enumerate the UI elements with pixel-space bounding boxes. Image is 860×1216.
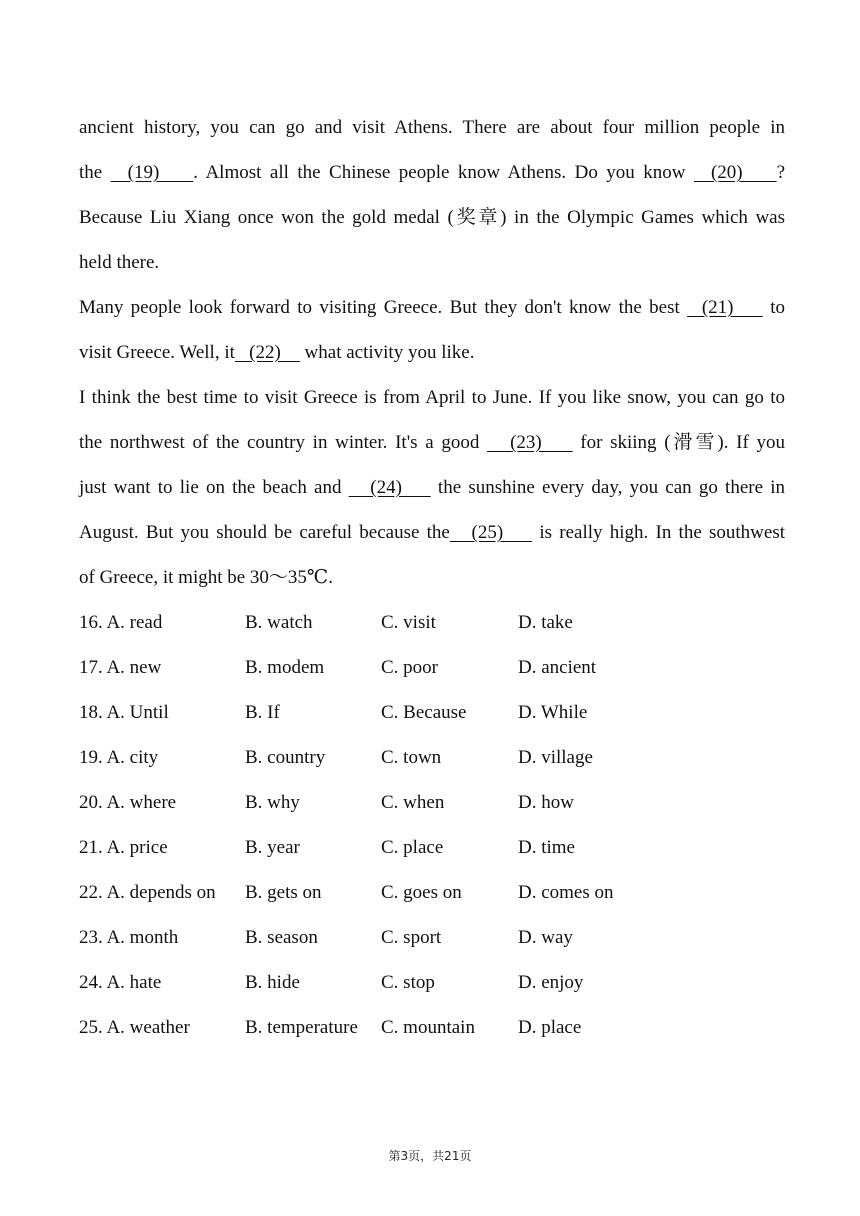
- option-b: B. hide: [245, 972, 300, 993]
- option-c: C. mountain: [381, 1017, 475, 1038]
- question-row: [79, 915, 785, 960]
- blank-22: (22): [234, 342, 300, 363]
- option-a: 21. A. price: [79, 837, 168, 858]
- option-b: B. watch: [245, 612, 313, 633]
- option-c: C. visit: [381, 612, 436, 633]
- passage-text: the: [79, 162, 111, 183]
- question-row: [79, 1005, 785, 1050]
- option-b: B. year: [245, 837, 300, 858]
- question-row: [79, 780, 785, 825]
- blank-20: (20): [694, 162, 777, 183]
- question-row: [79, 735, 785, 780]
- option-c: C. sport: [381, 927, 442, 948]
- blank-24: (24): [348, 477, 431, 498]
- option-d: D. enjoy: [518, 972, 584, 993]
- passage-line: [79, 420, 785, 465]
- option-d: D. way: [518, 927, 573, 948]
- passage-line: [79, 465, 785, 510]
- passage-line: [79, 510, 785, 555]
- passage-line: [79, 105, 785, 150]
- passage-line: [79, 150, 785, 195]
- answer-options: [79, 600, 785, 1050]
- passage-text: August. But you should be careful because the: [79, 522, 450, 543]
- option-b: B. modem: [245, 657, 325, 678]
- option-a: 17. A. new: [79, 657, 162, 678]
- passage-text: just want to lie on the beach and: [79, 477, 349, 498]
- question-row: [79, 870, 785, 915]
- page-number: 第3页，共21页: [388, 1149, 472, 1163]
- option-c: C. town: [381, 747, 442, 768]
- blank-23: (23): [487, 432, 573, 453]
- option-b: B. country: [245, 747, 326, 768]
- option-a: 24. A. hate: [79, 972, 162, 993]
- question-row: [79, 825, 785, 870]
- option-d: D. comes on: [518, 882, 614, 903]
- passage-text: Because Liu Xiang once won the gold medal (奖章) in the Olympic Games which was: [79, 207, 785, 228]
- option-b: B. season: [245, 927, 318, 948]
- option-a: 18. A. Until: [79, 702, 169, 723]
- passage-text: Many people look forward to visiting Greece. But they don't know the best: [79, 297, 688, 318]
- option-b: B. temperature: [245, 1017, 358, 1038]
- option-c: C. when: [381, 792, 445, 813]
- option-b: B. If: [245, 702, 280, 723]
- option-c: C. place: [381, 837, 444, 858]
- option-a: 23. A. month: [79, 927, 179, 948]
- option-d: D. time: [518, 837, 575, 858]
- blank-25: (25): [449, 522, 533, 543]
- option-a: 19. A. city: [79, 747, 159, 768]
- option-a: 20. A. where: [79, 792, 177, 813]
- passage-text: what activity you like.: [299, 342, 475, 363]
- passage-line: [79, 195, 785, 240]
- blank-21: (21): [687, 297, 763, 318]
- question-row: [79, 645, 785, 690]
- option-b: B. gets on: [245, 882, 322, 903]
- passage-text: visit Greece. Well, it: [79, 342, 235, 363]
- option-d: D. ancient: [518, 657, 597, 678]
- reading-passage: [79, 105, 785, 600]
- question-row: [79, 690, 785, 735]
- option-c: C. goes on: [381, 882, 462, 903]
- passage-text: is really high. In the southwest: [532, 522, 786, 543]
- option-a: 22. A. depends on: [79, 882, 216, 903]
- passage-line: [79, 330, 785, 375]
- passage-line: [79, 375, 785, 420]
- option-d: D. While: [518, 702, 588, 723]
- option-a: 16. A. read: [79, 612, 163, 633]
- option-c: C. poor: [381, 657, 438, 678]
- passage-text: for skiing (滑雪). If you: [572, 432, 786, 453]
- option-d: D. how: [518, 792, 574, 813]
- option-d: D. village: [518, 747, 593, 768]
- passage-text: ?: [776, 162, 785, 183]
- passage-text: ancient history, you can go and visit Athens. There are about four million people in: [79, 117, 785, 138]
- passage-text: to: [762, 297, 786, 318]
- option-d: D. place: [518, 1017, 582, 1038]
- passage-text: I think the best time to visit Greece is from April to June. If you like snow, you can go to: [79, 387, 785, 408]
- passage-text: of Greece, it might be 30～35℃.: [79, 567, 333, 588]
- passage-text: the sunshine every day, you can go there in: [430, 477, 785, 498]
- passage-text: the northwest of the country in winter. It's a good: [79, 432, 488, 453]
- option-c: C. stop: [381, 972, 435, 993]
- passage-line: [79, 285, 785, 330]
- option-c: C. Because: [381, 702, 467, 723]
- passage-line: [79, 240, 785, 285]
- question-row: [79, 960, 785, 1005]
- passage-line: [79, 555, 785, 600]
- question-row: [79, 600, 785, 645]
- option-a: 25. A. weather: [79, 1017, 190, 1038]
- blank-19: (19): [110, 162, 194, 183]
- passage-text: held there.: [79, 252, 160, 273]
- option-b: B. why: [245, 792, 300, 813]
- passage-text: . Almost all the Chinese people know Athens. Do you know: [193, 162, 694, 183]
- option-d: D. take: [518, 612, 573, 633]
